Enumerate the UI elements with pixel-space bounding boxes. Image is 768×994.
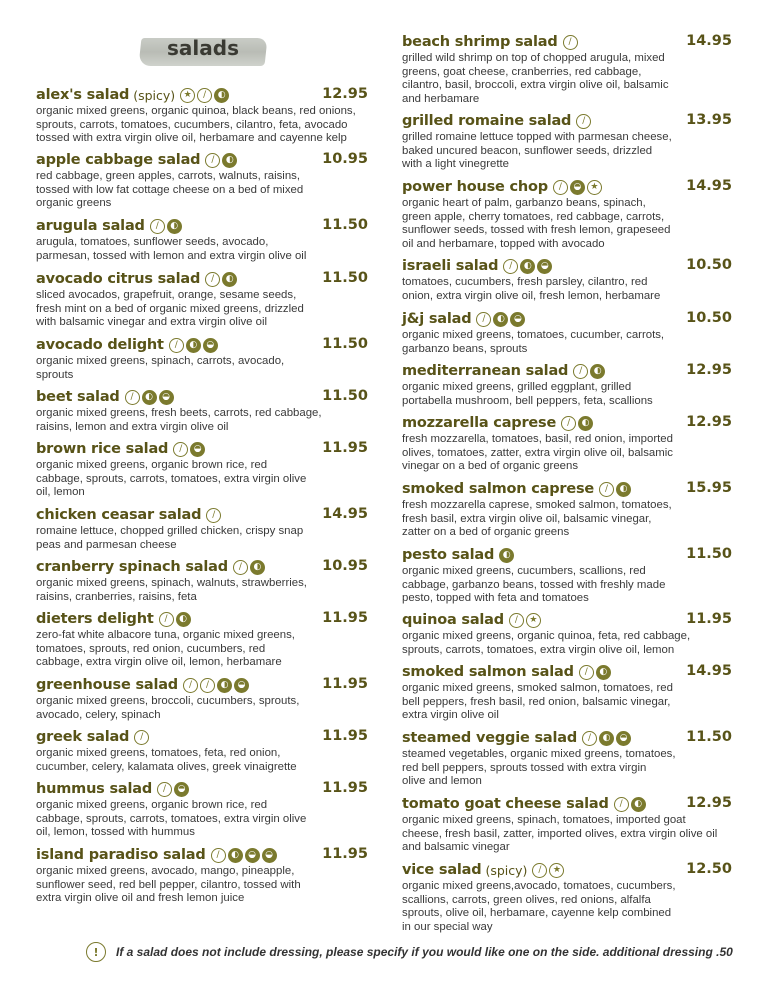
leaf-outline-icon: ∕ <box>159 612 174 627</box>
menu-item-note: (spicy) <box>133 87 176 103</box>
bowl-icon: ◒ <box>190 442 205 457</box>
dressing-note-text: If a salad does not include dressing, please specify if you would like one on the side. additional dressing .50 <box>116 945 733 959</box>
menu-item-price: 12.95 <box>322 86 368 102</box>
menu-item-icons <box>159 612 191 627</box>
menu-item-name: greek salad <box>36 729 130 745</box>
bowl-icon: ◒ <box>159 390 174 405</box>
menu-item-name: avocado citrus salad <box>36 271 201 287</box>
menu-item <box>402 795 732 855</box>
menu-item-icons <box>205 153 237 168</box>
menu-item-title-row <box>36 610 368 628</box>
menu-item-price: 10.50 <box>686 310 732 326</box>
star-icon: ★ <box>180 88 195 103</box>
menu-item-icons <box>503 259 552 274</box>
menu-item <box>36 217 368 263</box>
menu-item-price: 11.50 <box>686 546 732 562</box>
bowl-icon: ◒ <box>510 312 525 327</box>
menu-item-title-row <box>402 663 732 681</box>
leaf-filled-icon: ◐ <box>214 88 229 103</box>
menu-item <box>36 270 368 330</box>
menu-item-description: organic mixed greens, organic quinoa, black beans, red onions, sprouts, carrots, tomatoes, cucumbers, cilantro, feta, avocado tossed with extra virgin olive oil, herbamare and cayenne kelp <box>36 105 356 144</box>
menu-item <box>36 728 368 774</box>
menu-item-description: organic mixed greens, smoked salmon, tomatoes, red bell peppers, fresh basil, red onion, balsamic vinegar, extra virgin olive oil <box>402 682 673 721</box>
menu-item-description: organic mixed greens, avocado, mango, pineapple, sunflower seed, red bell pepper, cilantro, tossed with extra virgin olive oil and fresh lemon juice <box>36 865 301 904</box>
menu-item-price: 14.95 <box>686 663 732 679</box>
menu-item-icons <box>579 665 611 680</box>
menu-item-name: grilled romaine salad <box>402 113 572 129</box>
menu-item-title-row <box>36 728 368 746</box>
menu-item-name: arugula salad <box>36 218 145 234</box>
menu-item <box>402 480 732 540</box>
leaf-outline-icon: ∕ <box>183 678 198 693</box>
menu-item <box>36 388 368 434</box>
menu-item <box>36 151 368 211</box>
menu-item-description: zero-fat white albacore tuna, organic mixed greens, tomatoes, sprouts, red onion, cucumbers, red cabbage, extra virgin olive oil, lemon, herbamare <box>36 629 295 668</box>
menu-item-name: brown rice salad <box>36 441 169 457</box>
leaf-filled-icon: ◐ <box>167 219 182 234</box>
menu-item <box>402 310 732 356</box>
menu-item-price: 12.50 <box>686 861 732 877</box>
leaf-outline-icon: ∕ <box>576 114 591 129</box>
leaf-outline-icon: ∕ <box>150 219 165 234</box>
bowl-icon: ◒ <box>174 782 189 797</box>
menu-item-description: organic mixed greens, fresh beets, carrots, red cabbage, raisins, lemon and extra virgin olive oil <box>36 407 322 433</box>
menu-item-name: power house chop <box>402 179 548 195</box>
menu-item-price: 11.50 <box>322 217 368 233</box>
menu-item-name: island paradiso salad <box>36 847 206 863</box>
menu-item-icons <box>205 272 237 287</box>
menu-item-icons <box>499 548 514 563</box>
menu-item-icons <box>150 219 182 234</box>
leaf-outline-icon: ∕ <box>169 338 184 353</box>
menu-item-title-row <box>36 388 368 406</box>
menu-item-title-row <box>402 729 732 747</box>
menu-item-note: (spicy) <box>485 862 528 878</box>
menu-item-name: hummus salad <box>36 781 153 797</box>
menu-item-description: organic mixed greens, broccoli, cucumbers, sprouts, avocado, celery, spinach <box>36 695 300 721</box>
menu-item-icons <box>576 114 591 129</box>
bowl-icon: ◒ <box>245 848 260 863</box>
leaf-outline-icon: ∕ <box>599 482 614 497</box>
menu-item-title-row <box>36 676 368 694</box>
menu-item-name: smoked salmon salad <box>402 664 574 680</box>
leaf-outline-icon: ∕ <box>573 364 588 379</box>
menu-item-icons <box>125 390 174 405</box>
menu-item-name: cranberry spinach salad <box>36 559 228 575</box>
exclamation-icon: ! <box>86 942 106 962</box>
star-icon: ★ <box>526 613 541 628</box>
menu-item <box>36 780 368 840</box>
leaf-filled-icon: ◐ <box>142 390 157 405</box>
leaf-filled-icon: ◐ <box>590 364 605 379</box>
menu-item-price: 10.95 <box>322 151 368 167</box>
menu-item-name: apple cabbage salad <box>36 152 201 168</box>
menu-item-icons <box>509 613 541 628</box>
menu-item <box>402 178 732 251</box>
menu-item-name: greenhouse salad <box>36 677 178 693</box>
menu-item-description: organic mixed greens, organic quinoa, feta, red cabbage, sprouts, carrots, tomatoes, extra virgin olive oil, lemon <box>402 630 691 656</box>
menu-item-description: organic mixed greens, cucumbers, scallions, red cabbage, garbanzo beans, tossed with freshly made pesto, topped with feta and tomatoes <box>402 565 666 604</box>
menu-item-title-row <box>402 310 732 328</box>
menu-item-icons <box>233 560 265 575</box>
menu-item-name: smoked salmon caprese <box>402 481 595 497</box>
leaf-filled-icon: ◐ <box>493 312 508 327</box>
menu-item <box>36 676 368 722</box>
leaf-filled-icon: ◐ <box>250 560 265 575</box>
leaf-filled-icon: ◐ <box>616 482 631 497</box>
menu-item-description: red cabbage, green apples, carrots, walnuts, raisins, tossed with low fat cottage cheese on a bed of mixed organic greens <box>36 170 304 209</box>
menu-item-description: organic heart of palm, garbanzo beans, spinach, green apple, cherry tomatoes, red cabbage, carrots, sunflower seeds, tossed with fresh lemon, grapeseed oil and herbamare, topped with avocado <box>402 197 671 250</box>
leaf-filled-icon: ◐ <box>578 416 593 431</box>
bowl-icon: ◒ <box>616 731 631 746</box>
menu-item-description: organic mixed greens, organic brown rice, red cabbage, sprouts, carrots, tomatoes, extra virgin olive oil, lemon, tossed with hummus <box>36 799 307 838</box>
menu-item-price: 12.95 <box>686 795 732 811</box>
menu-item-name: pesto salad <box>402 547 495 563</box>
star-icon: ★ <box>549 863 564 878</box>
menu-item-description: fresh mozzarella, tomatoes, basil, red onion, imported olives, tomatoes, zatter, extra virgin olive oil, balsamic vinegar on a bed of organic greens <box>402 433 673 472</box>
menu-item-name: steamed veggie salad <box>402 730 577 746</box>
menu-item-description: organic mixed greens, spinach, tomatoes, imported goat cheese, fresh basil, zatter, imported olives, extra virgin olive oil and balsamic vinegar <box>402 814 718 853</box>
menu-item-price: 12.95 <box>686 414 732 430</box>
menu-item-price: 11.95 <box>322 780 368 796</box>
menu-item-description: organic mixed greens, spinach, walnuts, strawberries, raisins, cranberries, raisins, feta <box>36 577 307 603</box>
menu-item-icons <box>582 731 631 746</box>
leaf-outline-icon: ∕ <box>563 35 578 50</box>
menu-item-title-row <box>402 257 732 275</box>
leaf-outline-icon: ∕ <box>200 678 215 693</box>
menu-item <box>402 112 732 172</box>
menu-item-icons <box>211 848 277 863</box>
menu-item-title-row <box>402 112 732 130</box>
menu-item <box>402 414 732 474</box>
menu-item <box>36 610 368 670</box>
leaf-filled-icon: ◐ <box>228 848 243 863</box>
menu-item-description: romaine lettuce, chopped grilled chicken, crispy snap peas and parmesan cheese <box>36 525 304 551</box>
leaf-outline-icon: ∕ <box>205 153 220 168</box>
menu-item-title-row <box>402 861 732 879</box>
leaf-filled-icon: ◐ <box>520 259 535 274</box>
menu-item-icons <box>532 863 564 878</box>
menu-item-name: beet salad <box>36 389 120 405</box>
menu-item-price: 12.95 <box>686 362 732 378</box>
menu-item <box>36 558 368 604</box>
leaf-filled-icon: ◐ <box>222 272 237 287</box>
menu-item <box>36 440 368 500</box>
menu-item-name: quinoa salad <box>402 612 504 628</box>
menu-item-name: mediterranean salad <box>402 363 569 379</box>
leaf-outline-icon: ∕ <box>157 782 172 797</box>
menu-item <box>36 846 368 906</box>
leaf-outline-icon: ∕ <box>553 180 568 195</box>
menu-item-price: 11.95 <box>322 676 368 692</box>
menu-item-description: sliced avocados, grapefruit, orange, sesame seeds, fresh mint on a bed of organic mixed greens, drizzled with balsamic vinegar and extra virgin olive oil <box>36 289 304 328</box>
menu-item-icons <box>169 338 218 353</box>
menu-item-name: avocado delight <box>36 337 164 353</box>
menu-item <box>402 362 732 408</box>
menu-item <box>402 611 732 657</box>
page-title: salads <box>167 36 239 60</box>
menu-item-name: alex's salad <box>36 87 130 103</box>
menu-item-name: beach shrimp salad <box>402 34 558 50</box>
menu-item-price: 11.95 <box>322 728 368 744</box>
leaf-outline-icon: ∕ <box>579 665 594 680</box>
menu-item-description: arugula, tomatoes, sunflower seeds, avocado, parmesan, tossed with lemon and extra virgin olive oil <box>36 236 307 262</box>
menu-item-title-row <box>402 33 732 51</box>
leaf-outline-icon: ∕ <box>561 416 576 431</box>
leaf-filled-icon: ◐ <box>217 678 232 693</box>
menu-item-price: 11.95 <box>322 440 368 456</box>
leaf-filled-icon: ◐ <box>176 612 191 627</box>
menu-item-title-row <box>36 86 368 104</box>
bowl-icon: ◒ <box>203 338 218 353</box>
leaf-filled-icon: ◐ <box>599 731 614 746</box>
menu-item <box>36 86 368 146</box>
menu-item-title-row <box>402 795 732 813</box>
leaf-outline-icon: ∕ <box>233 560 248 575</box>
menu-item-price: 11.95 <box>322 846 368 862</box>
menu-item-description: organic mixed greens, organic brown rice, red cabbage, sprouts, carrots, tomatoes, extra virgin olive oil, lemon <box>36 459 307 498</box>
leaf-filled-icon: ◐ <box>499 548 514 563</box>
menu-item-price: 13.95 <box>686 112 732 128</box>
menu-item-icons <box>563 35 578 50</box>
menu-item-description: organic mixed greens,avocado, tomatoes, cucumbers, scallions, carrots, green olives, red onions, alfalfa sprouts, olive oil, herbamare, cayenne kelp combined in our special way <box>402 880 676 933</box>
menu-item <box>36 506 368 552</box>
menu-item-description: grilled wild shrimp on top of chopped arugula, mixed greens, goat cheese, cranberries, red cabbage, cilantro, basil, broccoli, extra virgin olive oil, balsamic and herbamare <box>402 52 669 105</box>
menu-item-price: 14.95 <box>686 33 732 49</box>
leaf-outline-icon: ∕ <box>173 442 188 457</box>
leaf-filled-icon: ◐ <box>222 153 237 168</box>
bowl-icon: ◒ <box>537 259 552 274</box>
leaf-outline-icon: ∕ <box>211 848 226 863</box>
menu-item-icons <box>157 782 189 797</box>
menu-item-description: grilled romaine lettuce topped with parmesan cheese, baked uncured beacon, sunflower seeds, drizzled with a light vinegrette <box>402 131 672 170</box>
leaf-outline-icon: ∕ <box>205 272 220 287</box>
menu-item-price: 15.95 <box>686 480 732 496</box>
menu-item <box>402 861 732 934</box>
menu-item-title-row <box>402 480 732 498</box>
menu-item-name: israeli salad <box>402 258 499 274</box>
menu-item-icons <box>553 180 602 195</box>
menu-item-title-row <box>36 217 368 235</box>
menu-item-title-row <box>36 151 368 169</box>
menu-item-price: 11.50 <box>322 270 368 286</box>
menu-item-icons <box>614 797 646 812</box>
leaf-outline-icon: ∕ <box>509 613 524 628</box>
menu-item-icons <box>573 364 605 379</box>
menu-item-description: steamed vegetables, organic mixed greens, tomatoes, red bell peppers, sprouts tossed with extra virgin olive and lemon <box>402 748 676 787</box>
menu-item-icons <box>206 508 221 523</box>
bowl-icon: ◒ <box>234 678 249 693</box>
dressing-note <box>86 942 733 962</box>
menu-item-title-row <box>36 270 368 288</box>
menu-item-price: 10.50 <box>686 257 732 273</box>
star-icon: ★ <box>587 180 602 195</box>
menu-item-title-row <box>36 780 368 798</box>
menu-item-title-row <box>36 846 368 864</box>
menu-item-icons <box>134 730 149 745</box>
menu-item-description: organic mixed greens, grilled eggplant, grilled portabella mushroom, bell peppers, feta, scallions <box>402 381 653 407</box>
menu-item-price: 11.50 <box>322 336 368 352</box>
leaf-outline-icon: ∕ <box>125 390 140 405</box>
menu-item-description: fresh mozzarella caprese, smoked salmon, tomatoes, fresh basil, extra virgin olive oil, balsamic vinegar, zatter on a bed of organic greens <box>402 499 672 538</box>
menu-item-icons <box>180 88 229 103</box>
leaf-outline-icon: ∕ <box>206 508 221 523</box>
menu-item-price: 10.95 <box>322 558 368 574</box>
leaf-outline-icon: ∕ <box>582 731 597 746</box>
menu-item-name: vice salad <box>402 862 482 878</box>
menu-item-price: 11.50 <box>322 388 368 404</box>
menu-item <box>402 729 732 789</box>
menu-item-description: tomatoes, cucumbers, fresh parsley, cilantro, red onion, extra virgin olive oil, fresh lemon, herbamare <box>402 276 661 302</box>
menu-item-price: 11.95 <box>322 610 368 626</box>
menu-item-name: dieters delight <box>36 611 154 627</box>
leaf-outline-icon: ∕ <box>197 88 212 103</box>
menu-item-price: 11.95 <box>686 611 732 627</box>
menu-item-title-row <box>36 506 368 524</box>
menu-item-name: mozzarella caprese <box>402 415 557 431</box>
menu-item <box>402 663 732 723</box>
menu-item-title-row <box>402 414 732 432</box>
menu-item <box>402 546 732 606</box>
menu-item-title-row <box>36 558 368 576</box>
menu-item-title-row <box>402 546 732 564</box>
menu-item-title-row <box>36 440 368 458</box>
menu-item-name: tomato goat cheese salad <box>402 796 609 812</box>
leaf-outline-icon: ∕ <box>476 312 491 327</box>
leaf-outline-icon: ∕ <box>134 730 149 745</box>
menu-item-name: j&j salad <box>402 311 472 327</box>
menu-item-name: chicken ceasar salad <box>36 507 202 523</box>
menu-item-icons <box>599 482 631 497</box>
menu-item-title-row <box>402 178 732 196</box>
menu-item-description: organic mixed greens, tomatoes, feta, red onion, cucumber, celery, kalamata olives, greek vinaigrette <box>36 747 297 773</box>
menu-item-price: 11.50 <box>686 729 732 745</box>
menu-item-price: 14.95 <box>686 178 732 194</box>
bowl-icon: ◒ <box>262 848 277 863</box>
menu-item-title-row <box>402 362 732 380</box>
leaf-outline-icon: ∕ <box>614 797 629 812</box>
menu-item-icons <box>561 416 593 431</box>
bowl-icon: ◒ <box>570 180 585 195</box>
menu-item <box>36 336 368 382</box>
menu-item-description: organic mixed greens, spinach, carrots, avocado, sprouts <box>36 355 285 381</box>
menu-item-icons <box>476 312 525 327</box>
menu-item-icons <box>173 442 205 457</box>
menu-item-description: organic mixed greens, tomatoes, cucumber, carrots, garbanzo beans, sprouts <box>402 329 665 355</box>
menu-item <box>402 257 732 303</box>
menu-item <box>402 33 732 106</box>
menu-item-icons <box>183 678 249 693</box>
menu-item-title-row <box>402 611 732 629</box>
leaf-filled-icon: ◐ <box>631 797 646 812</box>
leaf-outline-icon: ∕ <box>532 863 547 878</box>
leaf-filled-icon: ◐ <box>186 338 201 353</box>
leaf-outline-icon: ∕ <box>503 259 518 274</box>
leaf-filled-icon: ◐ <box>596 665 611 680</box>
menu-item-title-row <box>36 336 368 354</box>
menu-item-price: 14.95 <box>322 506 368 522</box>
